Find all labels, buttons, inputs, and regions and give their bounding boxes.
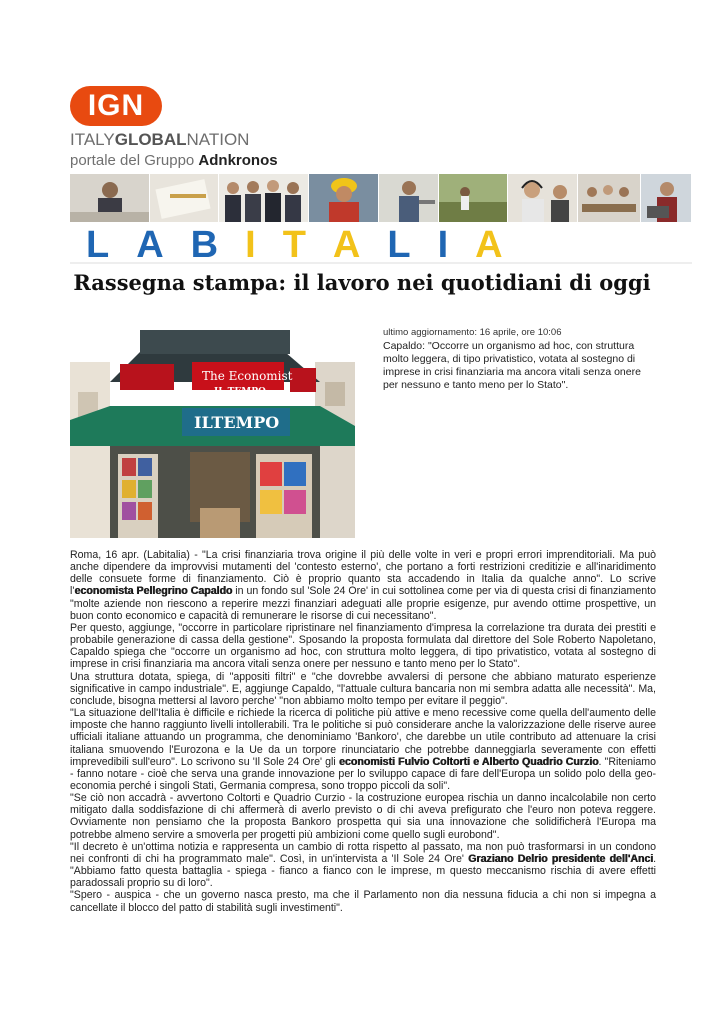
paragraph: Per questo, aggiunge, "occorre in particolare ripristinare nel finanziamento d'impresa la correlazione tra durata dei prestiti e probabile generazione di cassa della gestione". Sposando la proposta formulata dal direttore del Sole Roberto Napoletano, Capaldo spiega che "occorre un organismo ad hoc, con struttura molto leggera, di tipo privatistico, votata al sostegno di imprese in crisi finanziaria ma ancora vitali senza onere per nessuno e tanto meno per lo Stato". <box>70 621 656 671</box>
paragraph: "Il decreto è un'ottima notizia e rappresenta un cambio di rotta rispetto al passato, ma non può trasformarsi in un condono nei confronti di chi ha programmato male". Così, in un'intervista a 'Il Sole 24 Ore' Graziano Delrio presidente dell'Anci. "Abbiamo fatto questa battaglia - spiega - fianco a fianco con le imprese, m questo meccanismo rischia di avere effetti paradossali proprio su di loro". <box>70 840 657 890</box>
photo-worker-helmet <box>309 174 378 222</box>
article-body <box>70 549 656 914</box>
photo-documents <box>150 174 217 222</box>
photo-laptop-user <box>641 174 692 222</box>
logo-wordmark: ITALYGLOBALNATION <box>70 130 250 149</box>
labitalia-banner <box>70 222 692 264</box>
article-title: Rassegna stampa: il lavoro nei quotidiani di oggi <box>73 270 651 295</box>
paragraph: Una struttura dotata, spiega, di "appositi filtri" e "che dovrebbe avvalersi di persone che abbiano maturato esperienze significative in campo industriale". E, aggiunge Capaldo, "l'attuale cultura bancaria non mi sembra adatta alle necessità". Ma, conclude, bisogna mettersi al lavoro perche' "non abbiamo molto tempo per evitare il peggio". <box>70 670 656 707</box>
banner-letter: L <box>387 224 438 266</box>
paragraph: "La situazione dell'Italia è difficile e richiede la ricerca di politiche più attive e meno recessive come quella dell'aumento delle imposte che hanno raggiunto livelli intollerabili. Tra le politiche si può considerare anche la valorizzazione delle riserve auree ufficiali italiane attuando un programma, che denominiamo 'Bankoro', che darebbe un utile contributo ad attenuare la crisi italiana smuovendo l'Eurozona e la Ue da un torpore rinunciatario che potrebbe danneggiarla severamente con effetti imprevedibili sull'euro". Lo scrivono su 'Il Sole 24 Ore' gli economisti Fulvio Coltorti e Alberto Quadrio Curzio. "Riteniamo - fanno notare - cioè che serva una grande innovazione per lo sviluppo capace di fare dell'Europa un solido polo della geo-economia perché i singoli Stati, Germania compresa, sono troppo piccoli da soli". <box>70 707 657 792</box>
highlight-name: Graziano Delrio presidente dell'Anci <box>468 852 654 865</box>
photo-field-work <box>439 174 506 222</box>
photo-office-woman <box>70 174 149 222</box>
photo-strip <box>70 174 692 222</box>
newsstand-photo <box>70 322 355 538</box>
banner-wordmark <box>86 224 530 267</box>
photo-business-team <box>219 174 308 222</box>
highlight-name: economisti Fulvio Coltorti e Alberto Quadrio Curzio <box>338 755 599 768</box>
kiosk-sign-iltempo-small: IL TEMPO <box>214 387 266 397</box>
banner-letter: A <box>475 224 530 266</box>
banner-letter: I <box>245 224 283 266</box>
photo-meeting <box>578 174 639 222</box>
photo-mechanic <box>379 174 438 222</box>
portal-tagline: portale del Gruppo Adnkronos <box>70 152 278 169</box>
banner-letter: A <box>332 224 388 266</box>
ign-logo[interactable] <box>70 86 300 176</box>
paragraph: "Spero - auspica - che un governo nasca presto, ma che il Parlamento non dia nessuna fiducia a chi non si impegna a cancellate il blocco del patto di stabilità sugli investimenti". <box>70 889 656 914</box>
highlight-name: economista Pellegrino Capaldo <box>74 585 233 598</box>
photo-call-center <box>508 174 577 222</box>
kiosk-sign-economist: The Economist <box>202 369 293 383</box>
banner-letter: I <box>437 224 476 266</box>
last-updated: ultimo aggiornamento: 16 aprile, ore 10:06 <box>383 327 562 338</box>
banner-letter: T <box>282 224 333 266</box>
banner-letter: B <box>190 224 246 266</box>
logo-badge: IGN <box>70 86 162 126</box>
paragraph: "Se ciò non accadrà - avvertono Coltorti e Quadrio Curzio - la costruzione europea rischia un danno incalcolabile non certo mitigato dalla soddisfazione di chi affermerà di averlo previsto o di chi aveva prefigurato che l'euro non poteva reggere. Ovviamente non pensiamo che la proposta Bankoro prospetta qui sia una innovazione che solidificherà l'Europa ma potrebbe almeno servire a smoverla per progetti più ambizioni come quello sugli eurobond". <box>70 792 656 841</box>
lead-quote: Capaldo: "Occorre un organismo ad hoc, con struttura molto leggera, di tipo privatistico, votata al sostegno di imprese in crisi finanziaria ma ancora vitali senza onere per nessuno e tanto meno per lo Stato". <box>383 340 641 391</box>
kiosk-sign-iltempo: ILTEMPO <box>194 413 280 432</box>
banner-letter: L <box>86 224 137 266</box>
banner-letter: A <box>136 224 191 266</box>
paragraph: Roma, 16 apr. (Labitalia) - "La crisi finanziaria trova origine il più delle volte in veri e propri errori imprenditoriali. Ma può anche dipendere da improvvisi mutamenti del 'contesto esterno', che portano a forti restrizioni creditizie e all'inaridimento delle consuete forme di finanziamento. Ciò è proprio quanto sta accadendo in Italia da qualche anno". Lo scrive l'economista Pellegrino Capaldo in un fondo sul 'Sole 24 Ore' in cui sottolinea come per via di questa crisi di finanziamento "molte aziende non riescono a reperire mezzi finanziari adeguati alle proprie esigenze, pur avendo ottime prospettive, un buon conto economico e capacità di remunerare le risorse di cui necessitano". <box>70 549 656 622</box>
